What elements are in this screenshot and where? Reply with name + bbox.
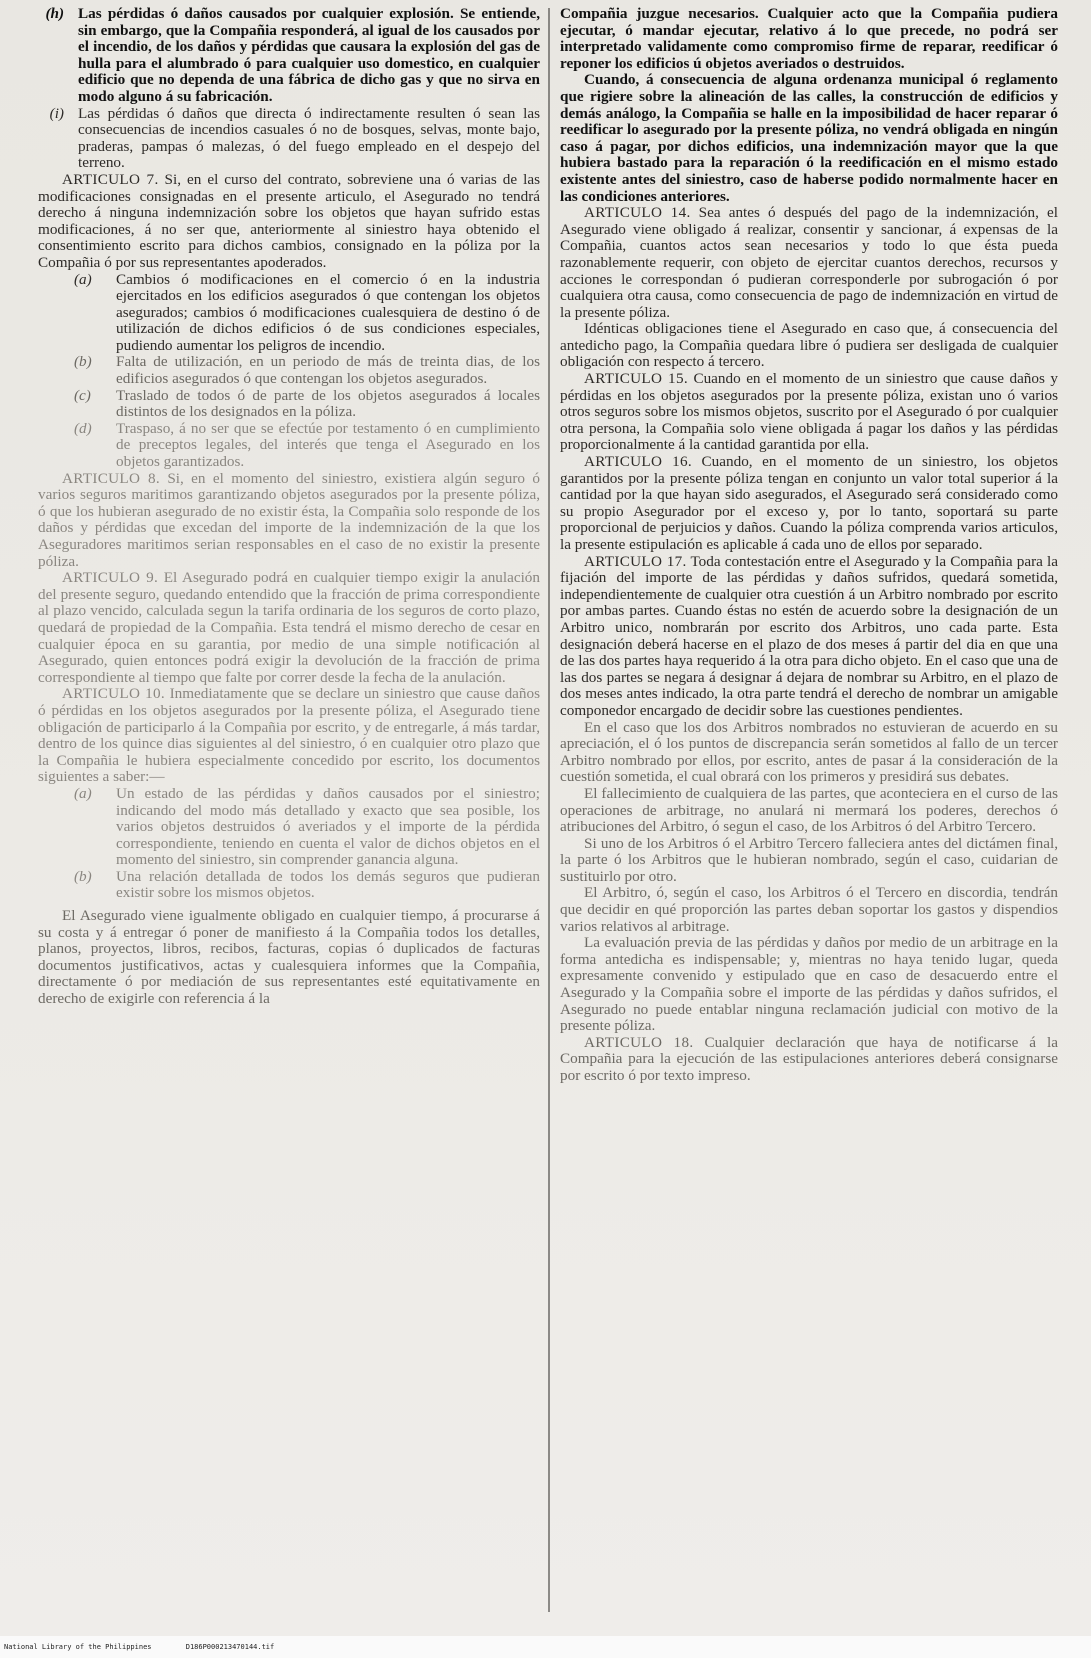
clause-marker: (d) — [74, 419, 92, 437]
article-text: Cuando en el momento de un siniestro que cause daños y pérdidas en los objetos asegurados por la presente póliza, existan uno ó varios otros seguros sobre los mismos objetos, suscrito por el Asegurado ó por cualquier otra persona, la Compañia solo viene obligada á pagar los daños y las pérdidas proporcionalmente á la cantidad garantida por ella. — [560, 370, 1058, 454]
clause-marker: (a) — [74, 784, 92, 802]
clause-text: Las pérdidas ó daños causados por cualquier explosión. Se entiende, sin embargo, que la Compañia responderá, al igual de los causados por el incendio, de los daños y pérdidas que causara la explosión del gas de hulla para el alumbrado ó para cualquier uso domestico, en cualquier edificio que no dependa de una fábrica de dicho gas y que no sirva en modo alguno á su fabricación. — [78, 5, 540, 105]
article-heading: ARTICULO 14. — [584, 204, 691, 222]
final-paragraph: El Asegurado viene igualmente obligado en cualquier tiempo, á procurarse á su costa y á entregar ó poner de manifiesto á la Compañia todos los detalles, planos, proyectos, libros, recibos, facturas, copias ó duplicados de facturas documentos justificativos, actas y cualesquiera informes que la Compañia, directamente ó por mediación de sus representantes esté equitativamente en derecho de exigirle con referencia á la — [38, 907, 540, 1008]
clause-marker: (c) — [74, 386, 91, 404]
arbitros-paragraph: En el caso que los dos Arbitros nombrados no estuvieran de acuerdo en su apreciación, el ó los puntos de discrepancia serán sometidos al fallo de un tercer Arbitro nombrado por ellos, por escrito, antes de pasar á la consideración de la cuestión sometida, el cual obrará con los primeros y presidirá sus debates. — [560, 718, 1058, 786]
article-heading: ARTICULO 17. — [584, 552, 687, 570]
clause-marker: (i) — [49, 104, 64, 122]
fallecimiento-paragraph: El fallecimiento de cualquiera de las partes, que aconteciera en el curso de las operaciones de arbitrage, no anulará ni mermará los poderes, derechos ó atribuciones del Arbitro, ó segun el caso, de los Arbitros ó del Arbitro Tercero. — [560, 784, 1058, 836]
clause-marker: (b) — [74, 867, 92, 885]
clause-text: Cambios ó modificaciones en el comercio ó en la industria ejercitados en los edificios asegurados ó que contengan los objetos asegurados; cambios ó modificaciones cualesquiera de destino ó de utilización de dichos edificios ó de sus condiciones especiales, pudiendo aumentar los peligros de incendio. — [116, 270, 540, 354]
clause-text: Traspaso, á no ser que se efectúe por testamento ó en cumplimiento de preceptos legales, del interés que tenga el Asegurado en los objetos garantizados. — [116, 419, 540, 471]
clause-marker: (a) — [74, 270, 92, 288]
article-17 — [560, 554, 1058, 720]
continuation-paragraph: Compañia juzgue necesarios. Cualquier acto que la Compañia pudiera ejecutar, ó mandar ejecutar, relativo á lo que precede, no podrá ser interpretado validamente como compromiso firme de reparar, reedificar ó reponer los edificios ú objetos averiados o destruidos. — [560, 5, 1058, 72]
article-15 — [560, 371, 1058, 454]
clause-7d — [74, 419, 540, 471]
column-divider — [548, 8, 550, 1612]
el-arbitro-paragraph: El Arbitro, ó, según el caso, los Arbitros ó el Tercero en discordia, tendrán que decidir en qué proporción las partes deban soportar los gastos y dispendios varios relativos al arbitrage. — [560, 884, 1058, 935]
article-16 — [560, 454, 1058, 554]
article-heading: ARTICULO 7. — [62, 170, 159, 188]
article-10 — [38, 686, 540, 786]
article-heading: ARTICULO 9. — [62, 569, 159, 587]
clause-text: Las pérdidas ó daños que directa ó indirectamente resulten ó sean las consecuencias de incendios casuales ó no de bosques, selvas, monte bajo, praderas, pampas ó malezas, ó del fuego empleado en el despejo del terreno. — [78, 104, 540, 172]
clause-text: Una relación detallada de todos los demás seguros que pudieran existir sobre los mismos objetos. — [116, 867, 540, 902]
si-uno-paragraph: Si uno de los Arbitros ó el Arbitro Tercero falleciera antes del dictámen final, la parte ó los Arbitros que le hubieran nombrado, según el caso, cuidarian de sustituirlo por otro. — [560, 834, 1058, 885]
clause-text: Falta de utilización, en un periodo de más de treinta dias, de los edificios asegurados ó que contengan los objetos asegurados. — [116, 353, 540, 388]
cuando-paragraph: Cuando, á consecuencia de alguna ordenanza municipal ó reglamento que rigiere sobre la alineación de las calles, la construcción de edificios y demás análogo, la Compañia se halle en la imposibilidad de hacer reparar ó reedificar lo asegurado por la presente póliza, no vendrá obligada en ningún caso á pagar, por dichos edificios, una indemnización mayor que la que hubiera bastado para la reparación ó la reedificación en el mismo estado existente antes del siniestro, caso de haberse podido normalmente hacer en las condiciones anteriores. — [560, 71, 1058, 205]
evaluacion-paragraph: La evaluación previa de las pérdidas y daños por medio de un arbitrage en la forma antedicha es indispensable; y, mientras no haya tenido lugar, queda expresamente convenido y estipulado que en caso de desacuerdo entre el Asegurado y la Compañia sobre el importe de las pérdidas y daños sufridos, el Asegurado no puede entablar ninguna reclamación judicial con motivo de la presente póliza. — [560, 934, 1058, 1035]
clause-7c — [74, 386, 540, 421]
article-7 — [38, 172, 540, 272]
article-heading: ARTICULO 15. — [584, 370, 688, 388]
article-8 — [38, 471, 540, 571]
article-heading: ARTICULO 8. — [62, 469, 160, 487]
article-text: Sea antes ó después del pago de la indemnización, el Asegurado viene obligado á realizar, consentir y sancionar, á expensas de la Compañia, cuantos actos sean necesarios y todo lo que ésta pueda razonablemente requerir, con objeto de ejercitar cuantos derechos, recursos y acciones le correspondan ó pudieran corresponderle por subrogación ó por cualquiera otra causa, como consecuencia de pago de indemnización en virtud de la presente póliza. — [560, 204, 1058, 321]
footer-library: National Library of the Philippines — [4, 1643, 152, 1651]
article-heading: ARTICULO 18. — [584, 1033, 694, 1051]
article-18 — [560, 1035, 1058, 1085]
article-text: Toda contestación entre el Asegurado y la Compañia para la fijación del importe de las pérdidas y daños sufridos, quedará sometida, independientemente de cualquier otra cuestión á un Arbitro nombrado por escrito por ambas partes. Cuando éstas no estén de acuerdo sobre la designación de un Arbitro unico, nombrarán por escrito dos Arbitros, uno cada parte. Esta designación deberá hacerse en el plazo de dos meses á partir del dia en que una de las dos partes haya requerido á la otra para dicho objeto. En el caso que una de las dos partes se negara á designar á dejara de nombrar su Arbitro, en el plazo de dos meses antes indicado, la otra parte tendrá el derecho de nombrar un amigable componedor encargado de decidir sobre las cuestiones pendientes. — [560, 552, 1058, 719]
clause-10a — [74, 784, 540, 869]
footer-file: D186P000213470144.tif — [185, 1643, 275, 1651]
article-text: Cuando, en el momento de un siniestro, los objetos garantidos por la presente póliza tengan en conjunto un valor total superior á la cantidad por la que hayan sido asegurados, el Asegurado será considerado como su propio Asegurador por el exceso y, por lo tanto, soportará su parte proporcional de perjuicios y daños. Cuando la póliza comprenda varios articulos, la presente estipulación es aplicable á cada uno de ellos por separado. — [560, 453, 1058, 553]
article-text: Cualquier declaración que haya de notificarse á la Compañia para la ejecución de las estipulaciones anteriores deberá consignarse por escrito ó por texto impreso. — [560, 1033, 1059, 1084]
article-text: Si, en el curso del contrato, sobreviene una ó varias de las modificaciones consignadas en el presente articulo, el Asegurado no tendrá derecho á ninguna indemnización sobre los objetos que hayan sufrido estas modificaciones, á no ser que, anteriormente al siniestro haya obtenido el consentimiento escrito para dichos cambios, consignado en la póliza por la Compañia ó por sus representantes apoderados. — [38, 170, 540, 271]
clause-h — [38, 6, 540, 106]
clause-marker: (b) — [74, 353, 92, 371]
scan-footer — [0, 1636, 1091, 1658]
clause-i — [38, 106, 540, 172]
article-text: Inmediatamente que se declare un siniestro que cause daños ó pérdidas en los objetos asegurados por la presente póliza, el Asegurado tiene obligación de participarlo á la Compañia por escrito, y de entregarle, á más tardar, dentro de los quince dias siguientes al del siniestro, ó en cualquier otro plazo que la Compañia le hubiera especialmente concedido por escrito, los documentos siguientes a saber:— — [38, 685, 541, 786]
identicas-paragraph: Idénticas obligaciones tiene el Asegurado en caso que, á consecuencia del antedicho pago, la Compañia quedara libre ó pudiera ser desligada de cualquier obligación con respecto á tercero. — [560, 320, 1058, 371]
article-text: El Asegurado podrá en cualquier tiempo exigir la anulación del presente seguro, quedando entendido que la fracción de prima correspondiente al plazo vencido, calculada segun la tarifa ordinaria de los seguros de corto plazo, quedará de propiedad de la Compañia. Esta tendrá el mismo derecho de cesar en cualquier época en su garantia, por medio de una simple notificación al Asegurado, quien entonces podrá exigir la devolución de la fracción de prima correspondiente al tiempo que falte por correr desde la fecha de la anulación. — [38, 569, 540, 686]
article-14 — [560, 205, 1058, 321]
article-heading: ARTICULO 16. — [584, 453, 692, 471]
clause-text: Un estado de las pérdidas y daños causados por el siniestro; indicando del modo más detallado y exacto que sea posible, los varios objetos destruidos ó averiados y el importe de la pérdida correspondiente, teniendo en cuenta el valor de dichos objetos en el momento del siniestro, sin comprender ganancia alguna. — [116, 784, 540, 869]
article-9 — [38, 570, 540, 686]
article-text: Si, en el momento del siniestro, existiera algún seguro ó varios seguros maritimos garantizando objetos asegurados por la presente póliza, ó que los hubieran asegurado de no existir ésta, la Compañia solo responde de los daños y pérdidas que excedan del importe de la indemnización de la que los Aseguradores maritimos serian responsables en el caso de no existir la presente póliza. — [38, 469, 540, 570]
article-heading: ARTICULO 10. — [62, 685, 166, 703]
clause-marker: (h) — [45, 5, 64, 22]
clause-10b — [74, 867, 540, 902]
clause-7a — [74, 270, 540, 355]
clause-text: Traslado de todos ó de parte de los objetos asegurados á locales distintos de los designados en la póliza. — [116, 386, 540, 421]
left-column — [38, 6, 540, 1008]
right-column — [560, 6, 1058, 1085]
clause-7b — [74, 353, 540, 388]
